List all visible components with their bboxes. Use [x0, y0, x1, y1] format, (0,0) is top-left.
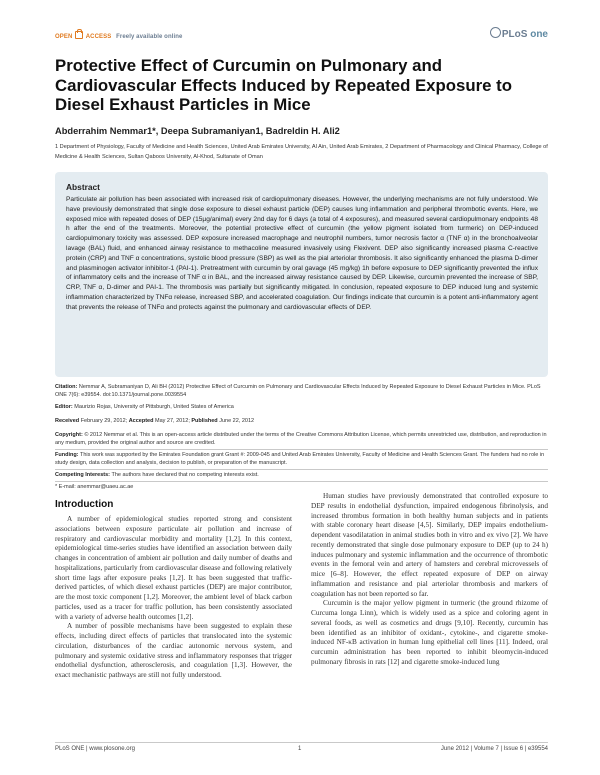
competing-text: The authors have declared that no competing interests exist. [111, 472, 259, 478]
lock-icon [75, 31, 83, 39]
paragraph: A number of possible mechanisms have been suggested to explain these effects, including direct effects of particles that translocated into the systemic circulation, disturbances of the cardiac autonomic nervous system, and pulmonary and systemic oxidative stress and inflammatory responses that trigger endothelial dysfunction, atherosclerosis, and coagulation [1,3]. However, the exact mechanistic pathways are still not fully understood. [55, 622, 292, 680]
column-left [55, 515, 292, 681]
funding-text: This work was supported by the Emirates Foundation grant Grant #: 2009-045 and United Arab Emirates University, Faculty of Medicine and Health Sciences Grant. The funders had no role in study design, data collection and analysis, decision to publish, or preparation of the manuscript. [55, 452, 545, 466]
accepted-date: May 27, 2012; [155, 418, 190, 424]
affiliations: 1 Department of Physiology, Faculty of Medicine and Health Sciences, United Arab Emirates University, Al Ain, United Arab Emirates, 2 Department of Pharmacology and Clinical Pharmacy, College of Medicine & Health Sciences, Sultan Qaboos University, Al-Khod, Sultanate of Oman [55, 144, 548, 160]
footer-divider [55, 742, 548, 743]
citation-text: Nemmar A, Subramaniyan D, Ali BH (2012) Protective Effect of Curcumin on Pulmonary and Cardiovascular Effects Induced by Repeated Exposure to Diesel Exhaust Particles in Mice. PLoS ONE 7(6): e39554. doi:10.1371/journal.pone.0039554 [55, 384, 541, 398]
divider [55, 469, 548, 470]
paragraph: A number of epidemiological studies reported strong and consistent associations between exposure particulate air pollution and increase of respiratory and cardiovascular morbidity and mortality [1,2]. In this context, epidemiological time-series studies have identified an association between daily changes in concentration of ambient air pollution and daily number of deaths and hospitalizations, particularly from cardiovascular disease and following relatively short time lags after exposure peaks [1,2]. It has been suggested that traffic-derived particles, of which diesel exhaust particles (DEP) are major contributor, are the most toxic component [1,2]. Moreover, the ambient level of black carbon particles, used as a tracer for traffic pollution, has been consistently associated with a variety of adverse health outcomes [1,2]. [55, 515, 292, 621]
received-date: February 29, 2012; [80, 418, 128, 424]
article-title: Protective Effect of Curcumin on Pulmonary and Cardiovascular Effects Induced by Repeated Exposure to Diesel Exhaust Particles in Mice [55, 56, 512, 114]
author-list: Abderrahim Nemmar1*, Deepa Subramaniyan1, Badreldin H. Ali2 [55, 126, 340, 136]
abstract-box [55, 172, 548, 377]
competing-label: Competing Interests: [55, 472, 111, 478]
footer-journal: PLoS ONE | www.plosone.org [55, 746, 135, 752]
citation-block [55, 383, 548, 399]
footer-issue: June 2012 | Volume 7 | Issue 6 | e39554 [440, 746, 548, 752]
plos-one-logo: PLoS one [490, 27, 548, 40]
editor-label: Editor: [55, 404, 73, 410]
open-access-banner [55, 31, 182, 40]
email-line: * E-mail: anemmar@uaeu.ac.ae [55, 484, 134, 490]
freely-available-label: Freely available online [116, 34, 183, 40]
copyright-label: Copyright: [55, 432, 83, 438]
abstract-heading: Abstract [66, 182, 100, 192]
paragraph: Human studies have previously demonstrated that controlled exposure to DEP results in endothelial dysfunction, impaired endogenous fibrinolysis, and increased thrombus formation in both healthy human subjects and in patients with stable coronary heart disease [4,5]. Similarly, DEP impairs endothelium-dependent vasodilatation in animal studies both in vitro and ex vivo [2]. We have recently demonstrated that single dose pulmonary exposure to DEP (up to 24 h) induces pulmonary and systemic inflammation and the occurrence of thrombotic events in the femoral vein and artery of hamsters and cerebral microvessels of mice [6–8]. However, the effect repeated exposure of DEP on airway inflammation and resistance and pial arteriolar thrombosis and markers of coagulation has not been reported so far. [311, 492, 548, 598]
divider [55, 449, 548, 450]
funding-block [55, 451, 548, 467]
plos-circle-icon [490, 27, 501, 38]
open-label: OPEN [55, 34, 73, 40]
competing-interests-block [55, 471, 548, 479]
column-right [311, 492, 548, 668]
published-date: June 22, 2012 [219, 418, 255, 424]
access-label: ACCESS [85, 34, 112, 40]
funding-label: Funding: [55, 452, 79, 458]
divider [55, 481, 548, 482]
copyright-text: © 2012 Nemmar et al. This is an open-access article distributed under the terms of the Creative Commons Attribution License, which permits unrestricted use, distribution, and reproduction in any medium, provided the original author and source are credited. [55, 432, 547, 446]
journal-header [55, 27, 548, 49]
editor-text: Maurizio Rojas, University of Pittsburgh, United States of America [74, 404, 234, 410]
editor-block [55, 403, 548, 411]
page-number: 1 [298, 746, 302, 752]
citation-label: Citation: [55, 384, 78, 390]
introduction-heading: Introduction [55, 499, 114, 510]
paragraph: Curcumin is the major yellow pigment in turmeric (the ground rhizome of Curcuma longa Linn), which is widely used as a spice and coloring agent in several foods, as well as cosmetics and drugs [9,10]. Recently, curcumin has been identified as an inhibitor of oxidant-, cytokine-, and cigarette smoke-induced NF-κB activation in human lung epithelial cell lines [11]. Indeed, oral curcumin administration has been reported to inhibit bleomycin-induced pulmonary fibrosis in rats [12] and cigarette smoke-induced lung [311, 599, 548, 667]
copyright-block [55, 431, 548, 447]
abstract-text: Particulate air pollution has been associated with increased risk of cardiopulmonary diseases. However, the underlying mechanisms are not fully understood. We have previously demonstrated that single dose exposure to diesel exhaust particle (DEP) causes lung inflammation and peripheral thrombotic events. Here, we exposed mice with repeated doses of DEP (15µg/animal) every 2nd day for 6 days (a total of 4 exposures), and measured several cardiopulmonary endpoints 48 h after the end of the treatments. Moreover, the potential protective effect of curcumin (the yellow pigment isolated from turmeric) on DEP-induced cardiopulmonary toxicity was assessed. DEP exposure increased macrophage and neutrophil numbers, tumor necrosis factor α (TNF α) in the bronchoalveolar lavage (BAL) fluid, and enhanced airway resistance to methacoline measured invasively using Flexivent. DEP also significantly increased plasma C-reactive protein (CRP) and TNF α concentrations, systolic blood pressure (SBP) as well as the pial arteriolar thrombosis. It also significantly enhanced the plasma D-dimer and plasminogen activator inhibitor-1 (PAI-1). Pretreatment with curcumin by oral gavage (45 mg/kg) 1h before exposure to DEP significantly prevented the influx of inflammatory cells and the increase of TNF α in BAL, and the increased airway resistance caused by DEP. Likewise, curcumin prevented the increase of SBP, CRP, TNF α, D-dimer and PAI-1. The thrombosis was partially but significantly mitigated. In conclusion, repeated exposure to DEP induced lung and systemic inflammation characterized by TNFα release, increased SBP, and accelerated coagulation. Our findings indicate that curcumin is a potent anti-inflammatory agent that prevents the release of TNFα and protects against the pulmonary and cardiovascular effects of DEP. [66, 196, 538, 311]
dates-block: Received February 29, 2012; Accepted May 27, 2012; Published June 22, 2012 [55, 418, 255, 424]
